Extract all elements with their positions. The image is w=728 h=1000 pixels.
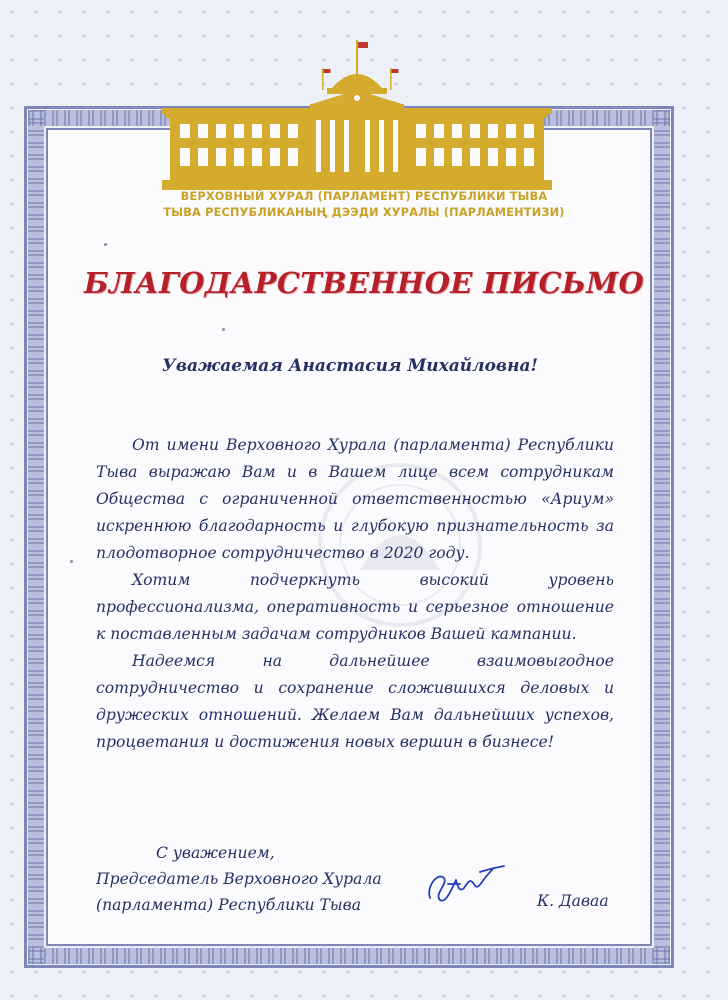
parliament-building-icon	[162, 40, 552, 190]
speck	[70, 560, 73, 563]
closing-greeting: С уважением,	[156, 844, 275, 862]
letter-title: БЛАГОДАРСТВЕННОЕ ПИСЬМО	[83, 266, 645, 300]
signer-organization: (парламента) Республики Тыва	[96, 896, 362, 914]
body-paragraph: Хотим подчеркнуть высокий уровень профессионализма, оперативность и серьезное отношение к поставленным задачам сотрудников Вашей кампании.	[96, 571, 614, 643]
letter-body	[96, 432, 614, 756]
body-paragraph: От имени Верховного Хурала (парламента) Республики Тыва выражаю Вам и в Вашем лице всем сотрудникам Общества с ограниченной ответственностью «Ариум» искреннюю благодарность и глубокую признательность за плодотворное сотрудничество в 2020 году.	[96, 436, 614, 562]
signer-name: К. Даваа	[537, 892, 609, 910]
parliament-name-russian: ВЕРХОВНЫЙ ХУРАЛ (ПАРЛАМЕНТ) РЕСПУБЛИКИ ТЫВА	[180, 190, 548, 203]
signer-position: Председатель Верховного Хурала	[96, 870, 382, 888]
speck	[104, 243, 107, 246]
body-paragraph: Надеемся на дальнейшее взаимовыгодное сотрудничество и сохранение сложившихся деловых и дружеских отношений. Желаем Вам дальнейших успехов, процветания и достижения новых вершин в бизнесе!	[96, 652, 614, 751]
parliament-name-tuvan: ТЫВА РЕСПУБЛИКАНЫҢ ДЭЭДИ ХУРАЛЫ (ПАРЛАМЕНТИЗИ)	[163, 206, 565, 219]
handwritten-signature-icon	[420, 858, 515, 908]
speck	[222, 328, 225, 331]
closing-block	[96, 840, 382, 918]
salutation: Уважаемая Анастасия Михайловна!	[162, 356, 538, 376]
